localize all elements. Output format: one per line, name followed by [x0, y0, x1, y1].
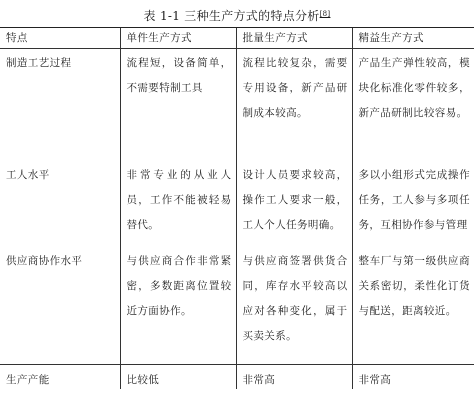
production-comparison-table — [0, 27, 474, 389]
cell-mass: 设计人员要求较高，操作工人要求一般，工人个人任务明确。 — [236, 161, 352, 247]
cell-lean: 整车厂与第一级供应商关系密切，柔性化订货与配送，距离较近。 — [352, 247, 474, 365]
cell-single-piece: 与供应商合作非常紧密，多数距离位置较近方面协作。 — [120, 247, 236, 365]
citation-reference: [8] — [319, 10, 331, 18]
header-lean: 精益生产方式 — [352, 28, 474, 49]
cell-lean: 多以小组形式完成操作任务，工人参与多项任务，互相协作参与管理 — [352, 161, 474, 247]
table-row — [0, 161, 474, 247]
row-feature-label: 供应商协作水平 — [6, 255, 83, 267]
table-row — [0, 365, 474, 390]
row-feature-label: 制造工艺过程 — [6, 57, 72, 69]
cell-single-piece: 流程短，设备简单，不需要特制工具 — [120, 49, 236, 162]
header-feature: 特点 — [0, 28, 120, 49]
table-caption — [0, 8, 474, 24]
cell-mass: 与供应商签署供货合同，库存水平较高以应对各种变化，属于买卖关系。 — [236, 247, 352, 365]
header-mass: 批量生产方式 — [236, 28, 352, 49]
table-header-row — [0, 28, 474, 49]
header-single-piece: 单件生产方式 — [120, 28, 236, 49]
cell-mass: 非常高 — [236, 365, 352, 390]
table-row — [0, 247, 474, 365]
cell-single-piece: 非常专业的从业人员，工作不能被轻易替代。 — [120, 161, 236, 247]
cell-mass: 流程比较复杂，需要专用设备，新产品研制成本较高。 — [236, 49, 352, 162]
cell-lean: 产品生产弹性较高，模块化标准化零件较多，新产品研制比较容易。 — [352, 49, 474, 162]
caption-text: 表 1-1 三种生产方式的特点分析 — [143, 9, 320, 23]
cell-single-piece: 比较低 — [120, 365, 236, 390]
row-feature-label: 生产产能 — [0, 365, 120, 390]
cell-lean: 非常高 — [352, 365, 474, 390]
row-feature-label: 工人水平 — [6, 169, 50, 181]
table-row — [0, 49, 474, 162]
